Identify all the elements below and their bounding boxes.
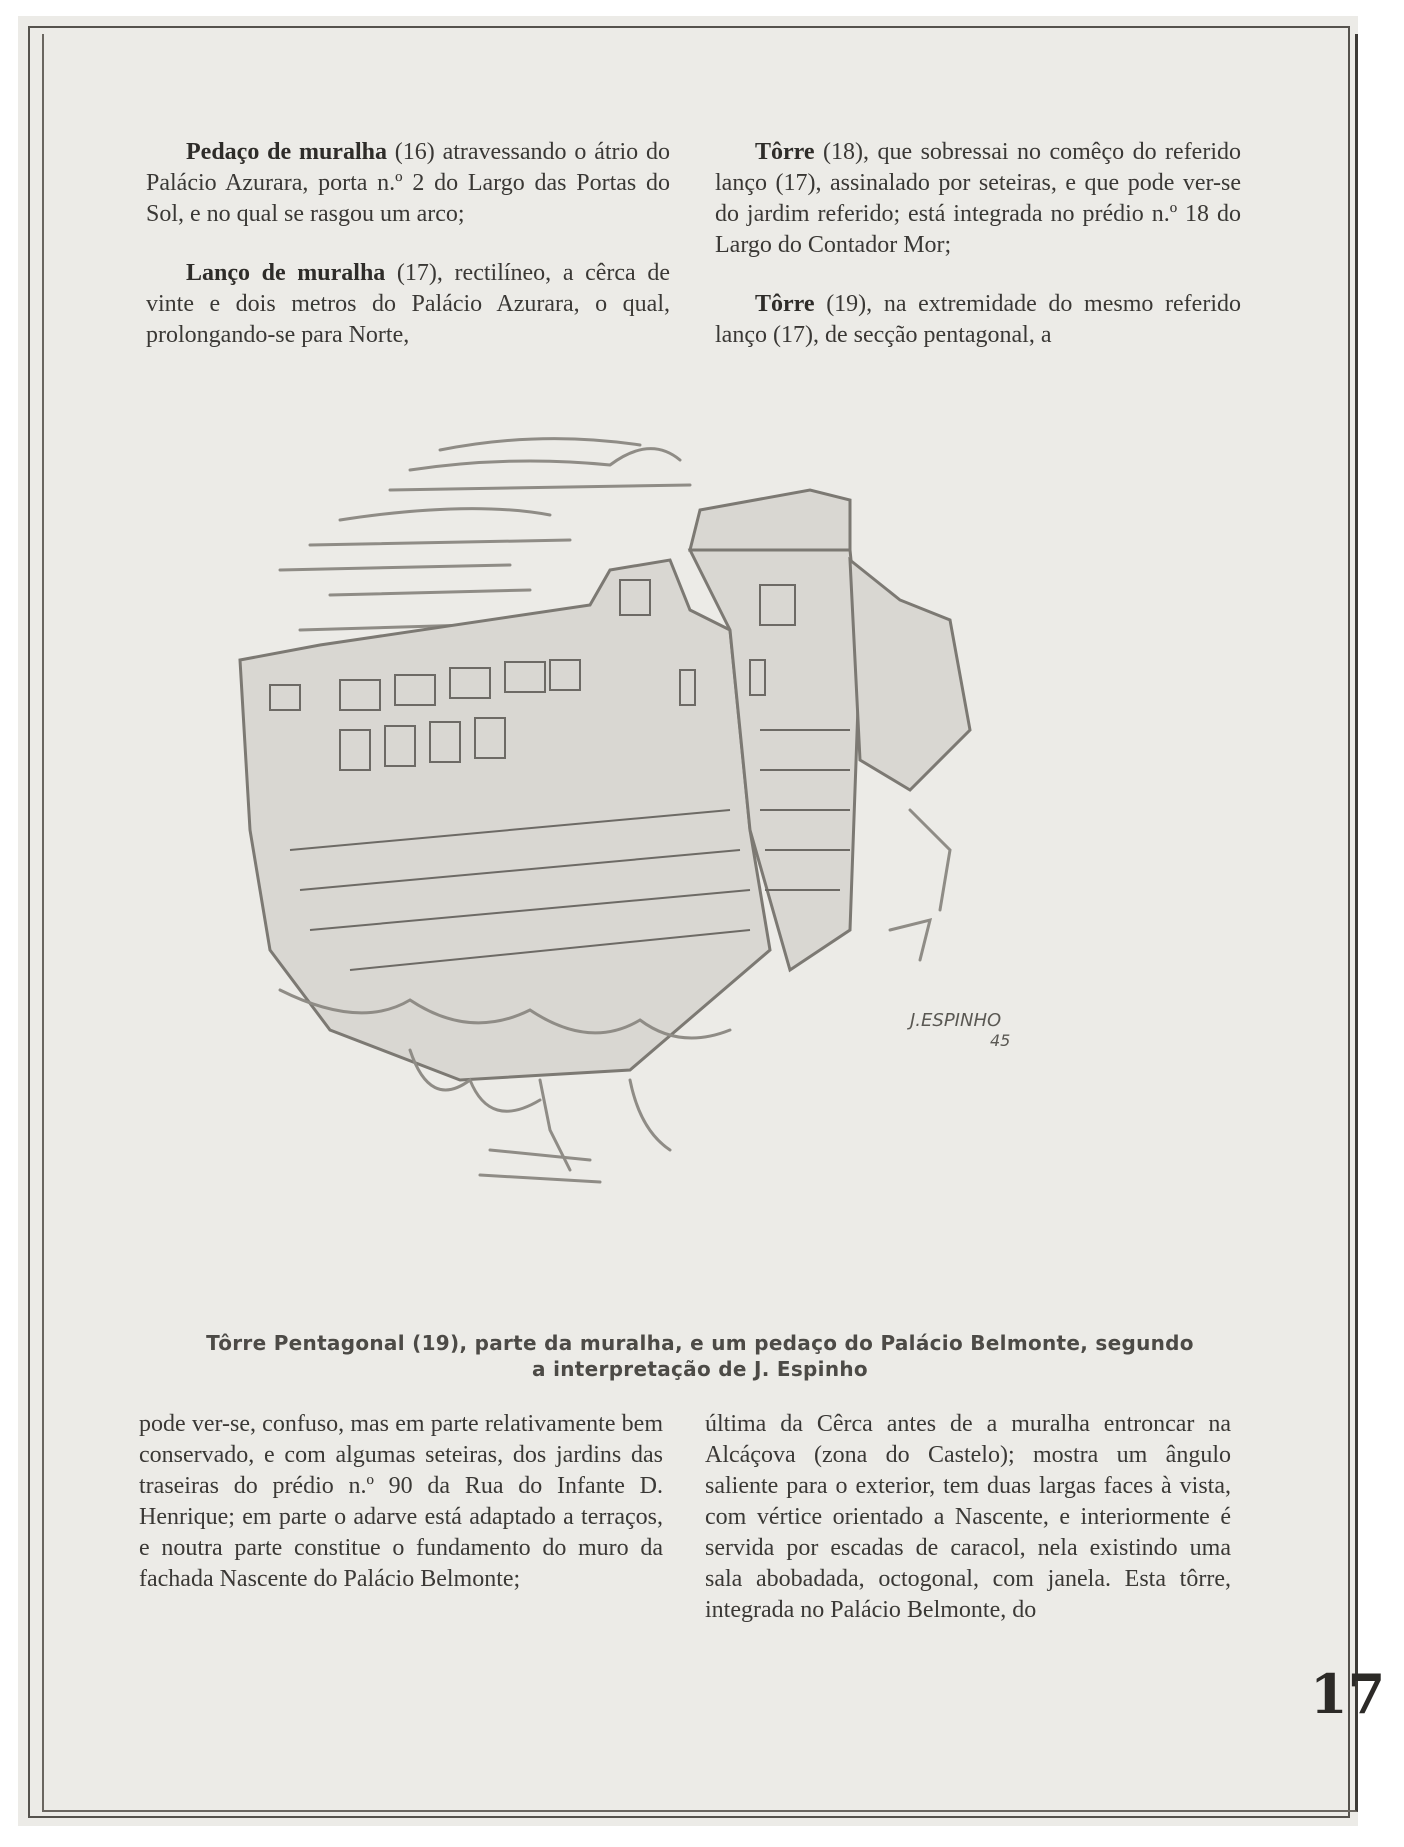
tower-illustration [210, 430, 1170, 1330]
paragraph-18 [715, 137, 1241, 261]
term: Lanço de muralha [186, 260, 386, 286]
paragraph-16 [146, 137, 670, 230]
paragraph-text: (19), na extremidade do mesmo referido lanço (17), de secção pentagonal, a [715, 291, 1241, 348]
caption-line: Tôrre Pentagonal (19), parte da muralha, e um pedaço do Palácio Belmonte, segundo [206, 1331, 1194, 1355]
paragraph-continued: pode ver-se, confuso, mas em parte relativamente bem conservado, e com algumas seteiras, dos jardins das traseiras do prédio n.º 90 da Rua do Infante D. Henrique; em parte o adarve está adaptado a terraços, e noutra parte constitue o fundamento do muro da fachada Nascente do Palácio Belmonte; [139, 1411, 663, 1592]
term: Tôrre [755, 139, 815, 165]
paragraph-17 [146, 258, 670, 351]
artist-year: 45 [990, 1031, 1011, 1050]
page-number: 17 [1310, 1662, 1386, 1726]
term: Tôrre [755, 291, 815, 317]
column-bottom-left [139, 1409, 663, 1595]
column-bottom-right [705, 1409, 1231, 1626]
column-top-left [146, 137, 670, 351]
illustration-caption [200, 1330, 1200, 1382]
paragraph-text: (16) atravessando o átrio do Palácio Azurara, porta n.º 2 do Largo das Portas do Sol, e no qual se rasgou um arco; [146, 139, 670, 227]
paragraph-text: (18), que sobressai no comêço do referido lanço (17), assinalado por seteiras, e que pode ver-se do jardim referido; está integrada no prédio n.º 18 do Largo do Contador Mor; [715, 139, 1241, 258]
artist-signature: J.ESPINHO [910, 1010, 1002, 1031]
caption-line: a interpretação de J. Espinho [532, 1357, 868, 1381]
column-top-right [715, 137, 1241, 351]
paragraph-continued: última da Cêrca antes de a muralha entroncar na Alcáçova (zona do Castelo); mostra um ângulo saliente para o exterior, tem duas largas faces à vista, com vértice orientado a Nascente, e interiormente é servida por escadas de caracol, nela existindo uma sala abobadada, octogonal, com janela. Esta tôrre, integrada no Palácio Belmonte, do [705, 1411, 1231, 1623]
paragraph-19 [715, 289, 1241, 351]
paragraph-text: (17), rectilíneo, a cêrca de vinte e dois metros do Palácio Azurara, o qual, prolongando-se para Norte, [146, 260, 671, 348]
term: Pedaço de muralha [186, 139, 387, 165]
